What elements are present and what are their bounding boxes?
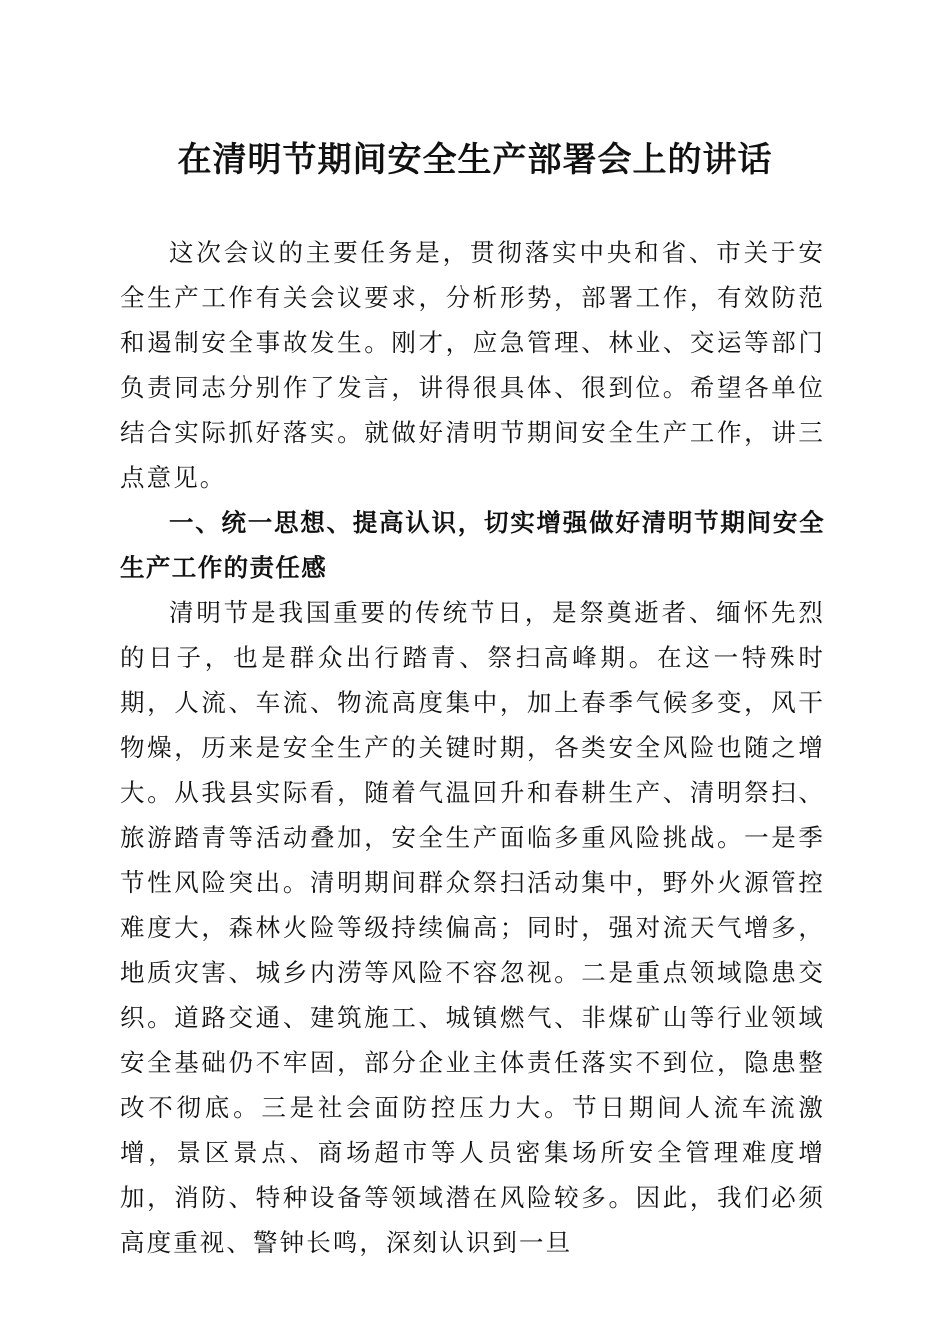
section-1-paragraph: 清明节是我国重要的传统节日，是祭奠逝者、缅怀先烈的日子，也是群众出行踏青、祭扫高峰期。在这一特殊时期，人流、车流、物流高度集中，加上春季气候多变，风干物燥，历来是安全生产的关键时期，各类安全风险也随之增大。从我县实际看，随着气温回升和春耕生产、清明祭扫、旅游踏青等活动叠加，安全生产面临多重风险挑战。一是季节性风险突出。清明期间群众祭扫活动集中，野外火源管控难度大，森林火险等级持续偏高；同时，强对流天气增多，地质灾害、城乡内涝等风险不容忽视。二是重点领域隐患交织。道路交通、建筑施工、城镇燃气、非煤矿山等行业领域安全基础仍不牢固，部分企业主体责任落实不到位，隐患整改不彻底。三是社会面防控压力大。节日期间人流车流激增，景区景点、商场超市等人员密集场所安全管理难度增加，消防、特种设备等领域潜在风险较多。因此，我们必须高度重视、警钟长鸣，深刻认识到一旦 [120,598,825,1257]
intro-paragraph: 这次会议的主要任务是，贯彻落实中央和省、市关于安全生产工作有关会议要求，分析形势，部署工作，有效防范和遏制安全事故发生。刚才，应急管理、林业、交运等部门负责同志分别作了发言，讲得很具体、很到位。希望各单位结合实际抓好落实。就做好清明节期间安全生产工作，讲三点意见。 [120,238,825,492]
section-1-heading: 一、统一思想、提高认识，切实增强做好清明节期间安全生产工作的责任感 [120,508,825,582]
document-title: 在清明节期间安全生产部署会上的讲话 [177,140,773,180]
document-body [120,230,825,1265]
